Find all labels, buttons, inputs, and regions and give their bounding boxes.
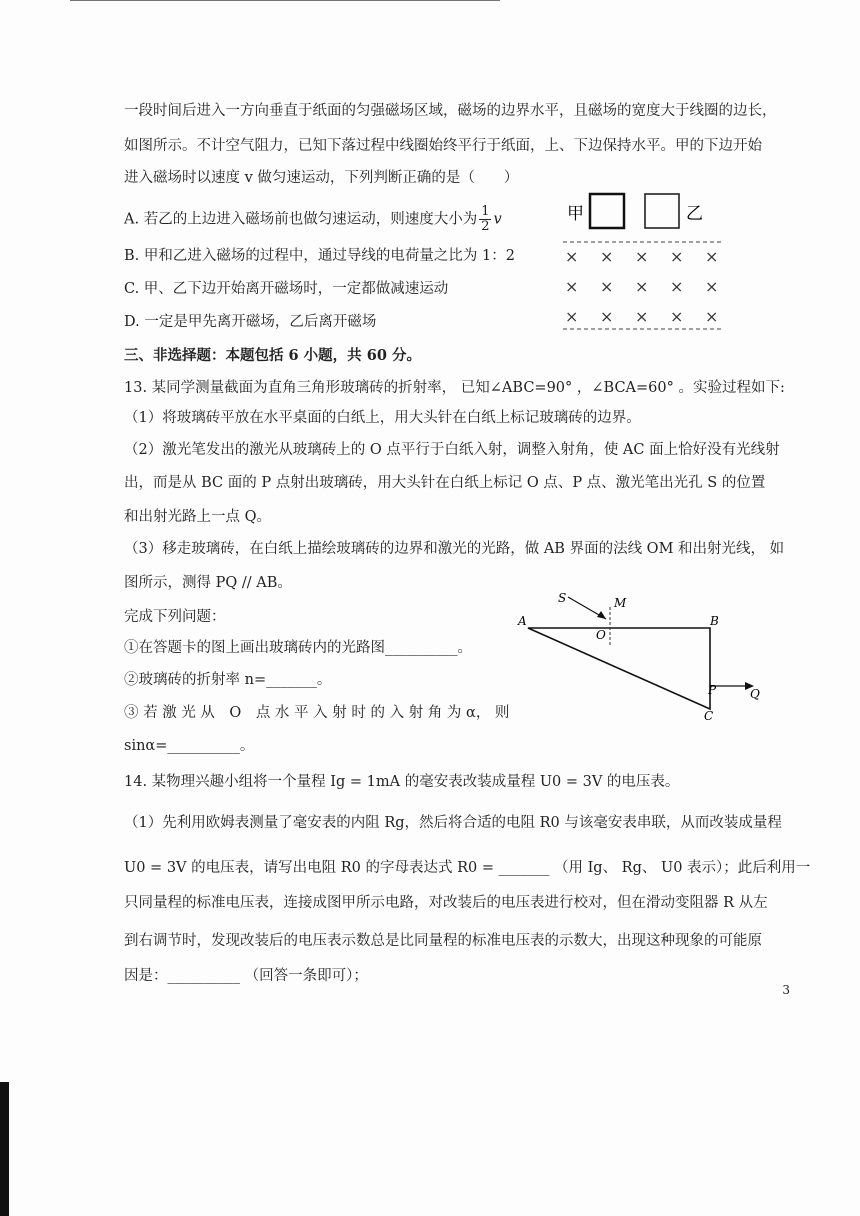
q12-line-1: 一段时间后进入一方向垂直于纸面的匀强磁场区域，磁场的边界水平，且磁场的宽度大于线圈的边长， <box>124 103 777 119</box>
q12-line-3: 进入磁场时以速度 v 做匀速运动，下列判断正确的是（ ） <box>124 170 519 186</box>
point-c-label: C <box>704 709 714 723</box>
q14-line-4: 只同量程的标准电压表，连接成图甲所示电路，对改装后的电压表进行校对，但在滑动变阻器 R 从左 <box>124 895 768 911</box>
field-mark: × <box>600 307 614 326</box>
coil-yi-label: 乙 <box>686 204 703 224</box>
q13-line-11: ③ 若 激 光 从 O 点 水 平 入 射 时 的 入 射 角 为 α， 则 <box>124 705 510 721</box>
field-mark: × <box>565 277 579 296</box>
fraction-one-half <box>479 205 491 234</box>
point-b-label: B <box>710 614 719 628</box>
field-mark: × <box>635 307 649 326</box>
q13-line-5: 和出射光路上一点 Q。 <box>124 509 271 525</box>
q14-line-3: U0 = 3V 的电压表，请写出电阻 R0 的字母表达式 R0 = _______ （用 Ig、 Rg、 U0 表示）；此后利用一 <box>124 860 811 876</box>
option-d: D. 一定是甲先离开磁场，乙后离开磁场 <box>124 314 377 330</box>
option-b: B. 甲和乙进入磁场的过程中，通过导线的电荷量之比为 1：2 <box>124 248 515 264</box>
page-number: 3 <box>782 983 790 997</box>
q14-line-6: 因是：__________ （回答一条即可）； <box>124 968 368 984</box>
point-a-label: A <box>518 614 527 628</box>
point-o-label: O <box>596 628 606 642</box>
fraction-denominator: 2 <box>481 219 490 234</box>
field-mark: × <box>565 307 579 326</box>
q13-line-3: （2）激光笔发出的激光从玻璃砖上的 O 点平行于白纸入射，调整入射角，使 AC 面上恰好没有光线射 <box>124 442 780 458</box>
coil-yi <box>645 194 679 228</box>
q13-line-9: ①在答题卡的图上画出玻璃砖内的光路图__________。 <box>124 640 472 656</box>
point-p-label: P <box>708 683 717 697</box>
option-a <box>124 205 502 234</box>
scan-edge-shadow <box>0 1082 9 1216</box>
field-mark: × <box>705 247 719 266</box>
q13-line-12: sinα=__________。 <box>124 738 255 754</box>
field-mark: × <box>705 277 719 296</box>
q13-line-10: ②玻璃砖的折射率 n=_______。 <box>124 672 332 688</box>
velocity-symbol: v <box>493 211 502 228</box>
field-mark: × <box>565 247 579 266</box>
field-mark: × <box>600 247 614 266</box>
q14-line-2: （1）先利用欧姆表测量了毫安表的内阻 Rg，然后将合适的电阻 R0 与该毫安表串联，从而改装成量程 <box>124 815 782 831</box>
option-c: C. 甲、乙下边开始离开磁场时，一定都做减速运动 <box>124 281 449 297</box>
point-m-label: M <box>614 596 627 610</box>
field-mark: × <box>670 277 684 296</box>
prism-figure <box>510 585 770 725</box>
field-mark: × <box>635 277 649 296</box>
field-marks <box>565 247 718 326</box>
field-mark: × <box>670 247 684 266</box>
incident-arrowhead <box>597 611 606 619</box>
option-a-text: A. 若乙的上边进入磁场前也做匀速运动，则速度大小为 <box>124 211 478 228</box>
q14-line-5: 到右调节时，发现改装后的电压表示数总是比同量程的标准电压表的示数大，出现这种现象的可能原 <box>124 933 762 949</box>
q13-line-1: 13. 某同学测量截面为直角三角形玻璃砖的折射率， 已知∠ABC=90° ，∠BCA=60° 。实验过程如下: <box>124 380 785 396</box>
fraction-numerator: 1 <box>481 204 490 219</box>
section-3-heading: 三、非选择题：本题包括 6 小题，共 60 分。 <box>124 347 421 364</box>
point-q-label: Q <box>750 687 760 701</box>
coil-jia-label: 甲 <box>567 204 584 224</box>
q13-line-2: （1）将玻璃砖平放在水平桌面的白纸上，用大头针在白纸上标记玻璃砖的边界。 <box>124 410 641 426</box>
field-mark: × <box>600 277 614 296</box>
top-scan-rule <box>70 0 500 1</box>
field-mark: × <box>635 247 649 266</box>
q13-line-8: 完成下列问题： <box>124 609 226 625</box>
field-mark: × <box>705 307 719 326</box>
field-mark: × <box>670 307 684 326</box>
q13-line-7: 图所示，测得 PQ // AB。 <box>124 575 292 591</box>
prism-triangle <box>528 628 710 709</box>
point-s-label: S <box>558 591 567 605</box>
coil-jia <box>590 194 624 228</box>
q13-line-6: （3）移走玻璃砖，在白纸上描绘玻璃砖的边界和激光的光路，做 AB 界面的法线 OM 和出射光线， 如 <box>124 541 785 557</box>
q14-line-1: 14. 某物理兴趣小组将一个量程 Ig = 1mA 的毫安表改装成量程 U0 = 3V 的电压表。 <box>124 774 680 790</box>
magnetic-field-figure <box>555 188 735 338</box>
q12-line-2: 如图所示。不计空气阻力，已知下落过程中线圈始终平行于纸面，上、下边保持水平。甲的下边开始 <box>124 138 762 154</box>
q13-line-4: 出，而是从 BC 面的 P 点射出玻璃砖，用大头针在白纸上标记 O 点、P 点、激光笔出光孔 S 的位置 <box>124 475 766 491</box>
